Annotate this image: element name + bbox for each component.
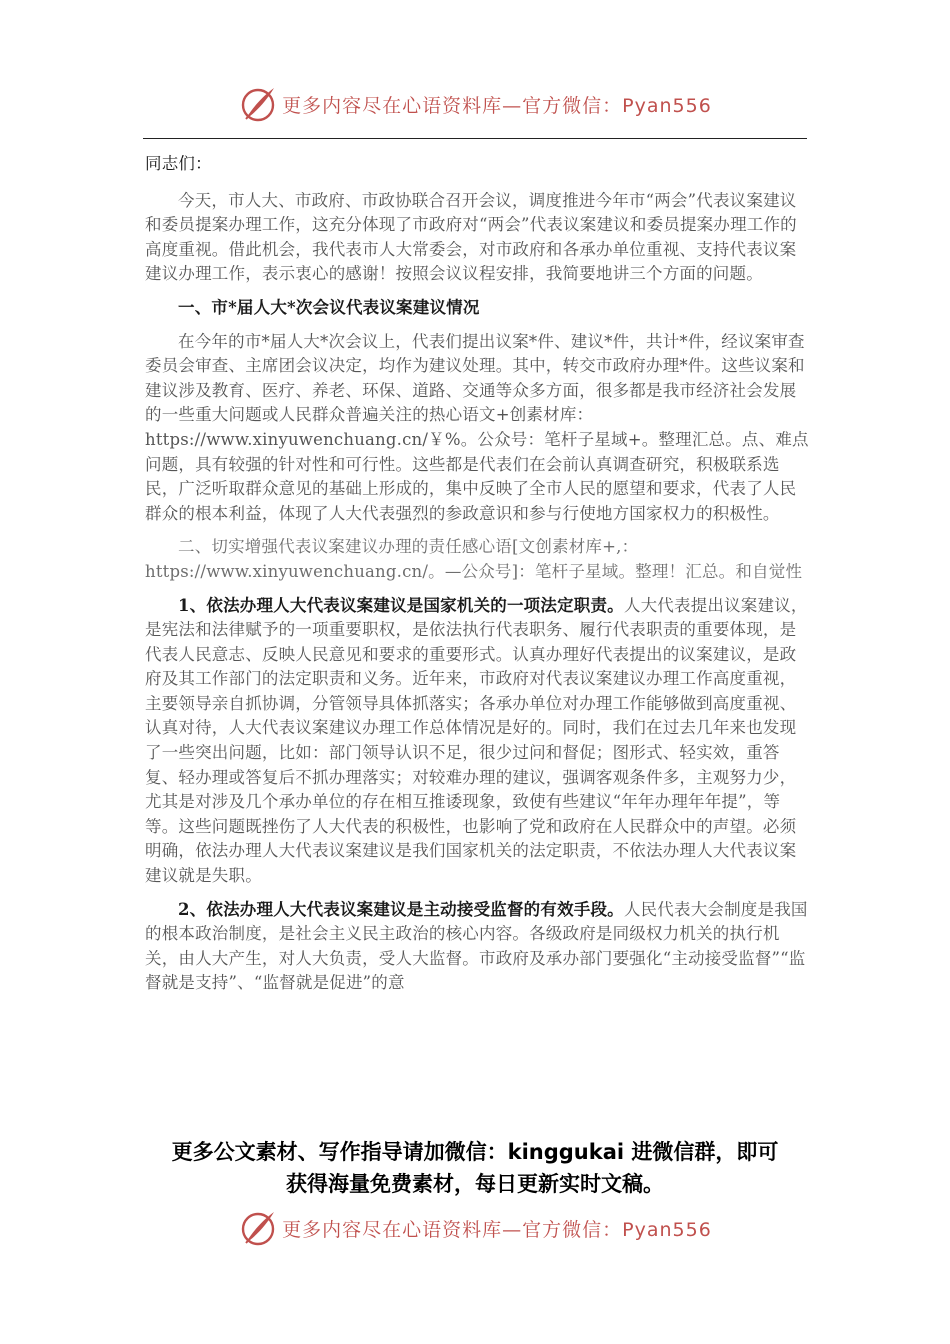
greeting: 同志们： [145,154,212,173]
quill-logo-icon [238,84,278,124]
point2-body: 人民代表大会制度是我国的根本政治制度，是社会主义民主政治的核心内容。各级政府是同级权力机关的执行机关，由人大产生，对人大负责，受人大监督。市政府及承办部门要强化“主动接受监督”“监督就是支持”、“监督就是促进”的意 [145,899,808,993]
promo-notice [0,1136,950,1200]
point1-lead: 1、依法办理人大代表议案建议是国家机关的一项法定职责。 [178,595,624,615]
wechat-id: Pyan556 [622,94,712,117]
section1-paragraph: 在今年的市*届人大*次会议上，代表们提出议案*件、建议*件，共计*件，经议案审查委员会审查、主席团会议决定，均作为建议处理。其中，转交市政府办理*件。这些议案和建议涉及教育、医疗、养老、环保、道路、交通等众多方面，很多都是我市经济社会发展的一些重大问题或人民群众普遍关注的热心语文+创素材库：https://www.xinyuwenchuang.cn/￥%。公众号：笔杆子星域+。整理汇总。点、难点问题，具有较强的针对性和可行性。这些都是代表们在会前认真调查研究，积极联系选民，广泛听取群众意见的基础上形成的，集中反映了全市人民的愿望和要求，代表了人民群众的根本利益，体现了人大代表强烈的参政意识和参与行使地方国家权力的积极性。 [145,331,809,523]
footer-banner [0,1208,950,1248]
header-divider [143,138,807,139]
point2-paragraph [145,898,810,996]
section1-heading: 一、市*届人大*次会议代表议案建议情况 [178,297,480,317]
header-banner [0,84,950,124]
point1-paragraph [145,594,810,889]
section2-heading: 二、切实增强代表议案建议办理的责任感心语[文创素材库+,：https://www.xinyuwenchuang.cn/。—公众号]：笔杆子星域。整理！汇总。和自觉性 [145,537,803,581]
banner-text: 更多内容尽在心语资料库—官方微信：Pyan556 [282,94,712,117]
promo-line-1: 更多公文素材、写作指导请加微信：kinggukai 进微信群，即可 [171,1140,779,1164]
point2-lead: 2、依法办理人大代表议案建议是主动接受监督的有效手段。 [178,899,624,919]
point1-body: 人大代表提出议案建议，是宪法和法律赋予的一项重要职权，是依法执行代表职务、履行代表职责的重要体现，是代表人民意志、反映人民意见和要求的重要形式。认真办理好代表提出的议案建议，是政府及其工作部门的法定职责和义务。近年来，市政府对代表议案建议办理工作高度重视，主要领导亲自抓协调，分管领导具体抓落实；各承办单位对办理工作能够做到高度重视、认真对待，人大代表议案建议办理工作总体情况是好的。同时，我们在过去几年来也发现了一些突出问题，比如：部门领导认识不足，很少过问和督促；图形式、轻实效，重答复、轻办理或答复后不抓办理落实；对较难办理的建议，强调客观条件多，主观努力少，尤其是对涉及几个承办单位的存在相互推诿现象，致使有些建议“年年办理年年提”，等等。这些问题既挫伤了人大代表的积极性，也影响了党和政府在人民群众中的声望。必须明确，依法办理人大代表议案建议是我们国家机关的法定职责，不依法办理人大代表议案建议就是失职。 [145,595,808,886]
promo-line-2: 获得海量免费素材，每日更新实时文稿。 [286,1172,664,1196]
banner-text: 更多内容尽在心语资料库—官方微信：Pyan556 [282,1218,712,1241]
intro-paragraph: 今天，市人大、市政府、市政协联合召开会议，调度推进今年市“两会”代表议案建议和委员提案办理工作，这充分体现了市政府对“两会”代表议案建议和委员提案办理工作的高度重视。借此机会，我代表市人大常委会，对市政府和各承办单位重视、支持代表议案建议办理工作，表示衷心的感谢！按照会议议程安排，我简要地讲三个方面的问题。 [145,190,797,284]
document-body [145,152,810,1005]
quill-logo-icon [238,1208,278,1248]
wechat-id: Pyan556 [622,1218,712,1241]
